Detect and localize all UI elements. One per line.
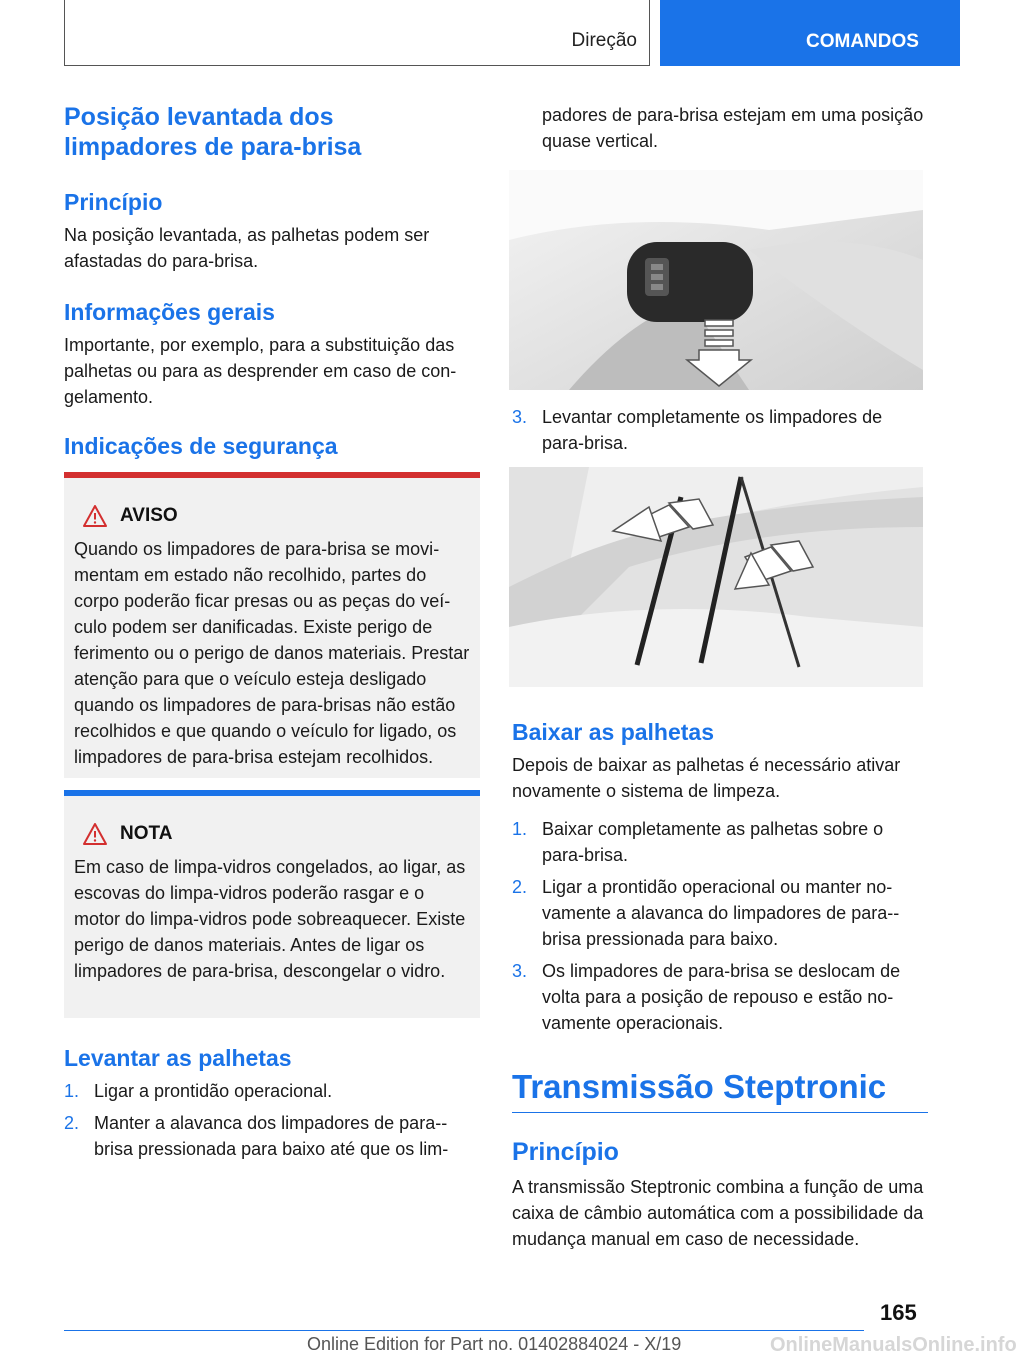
list-item: 3. Levantar completamente os limpadores de para-brisa.: [512, 407, 883, 453]
lever-illustration: [509, 170, 923, 390]
warning-box: [64, 472, 480, 778]
safety-section: [64, 432, 480, 460]
principle-section: [64, 188, 480, 274]
lower-text: Depois de baixar as palhetas é necessário ativar novamente o sistema de limpeza.: [512, 755, 901, 801]
raise-steps-list: [64, 1078, 480, 1162]
general-heading: Informações gerais: [64, 299, 275, 325]
lower-heading: Baixar as palhetas: [512, 719, 715, 745]
list-item: 2. Manter a alavanca dos limpadores de para--brisa pressionada para baixo até que os lim-: [64, 1113, 449, 1159]
lower-section: [512, 718, 928, 1042]
note-box: [64, 790, 480, 1018]
lower-steps-list: [512, 816, 928, 1036]
note-label: NOTA: [120, 823, 173, 844]
step3-list: [512, 404, 928, 456]
transmission-principle-section: [512, 1138, 928, 1252]
general-text: Importante, por exemplo, para a substituição das palhetas ou para as desprender em caso de congelamento.: [64, 335, 457, 407]
transmission-title: Transmissão Steptronic: [512, 1068, 928, 1113]
left-title-block: [64, 102, 480, 162]
warning-header: [82, 502, 470, 530]
watermark-text: OnlineManualsOnline.info: [770, 1334, 1017, 1356]
continued-step-text: padores de para-brisa estejam em uma posição quase vertical.: [542, 105, 924, 151]
page-number: 165: [880, 1300, 917, 1325]
note-text: Em caso de limpa-vidros congelados, ao ligar, as escovas do limpa-vidros poderão rasgar e o motor do limpa-vidros pode sobreaquecer. Existe perigo de danos materiais. Antes de ligar os limpadores de para-brisa, descongelar o vidro.: [74, 857, 466, 981]
list-item: 2. Ligar a prontidão operacional ou manter novamente a alavanca do limpadores de para--brisa pressionada para baixo.: [512, 877, 900, 949]
caution-triangle-icon: [82, 822, 108, 846]
list-item: 1. Baixar completamente as palhetas sobre o para-brisa.: [512, 819, 884, 865]
transmission-text: A transmissão Steptronic combina a função de uma caixa de câmbio automática com a possibilidade da mudança manual em caso de necessidade.: [512, 1177, 924, 1249]
note-header: [82, 820, 470, 848]
principle-text: Na posição levantada, as palhetas podem ser afastadas do para-brisa.: [64, 225, 430, 271]
warning-label: AVISO: [120, 505, 178, 526]
list-item: 3. Os limpadores de para-brisa se deslocam de volta para a posição de repouso e estão novamente operacionais.: [512, 961, 901, 1033]
wipers-illustration: [509, 467, 923, 687]
footer-divider: [64, 1330, 864, 1331]
warning-triangle-icon: [82, 504, 108, 528]
raised-wipers-image: [509, 467, 923, 687]
header-section-box: [64, 0, 650, 66]
wiper-lever-image: [509, 170, 923, 390]
general-section: [64, 298, 480, 410]
page-title-line2: limpadores de para-brisa: [64, 133, 362, 161]
chapter-tab: [660, 0, 960, 66]
page-title: [64, 102, 480, 162]
transmission-principle-heading: Princípio: [512, 1138, 619, 1166]
raise-heading: Levantar as palhetas: [64, 1045, 292, 1071]
warning-text: Quando os limpadores de para-brisa se movimentam em estado não recolhido, partes do corpo poderão ficar presas ou as peças do veículo podem ser danificadas. Existe perigo de ferimento ou o perigo de danos materiais. Prestar atenção para que o veículo esteja desligado quando os limpadores de para-brisas não estão recolhidos e que quando o veículo for ligado, os limpadores de para-brisa estejam recolhidos.: [74, 539, 470, 767]
list-item: 1. Ligar a prontidão operacional.: [64, 1081, 333, 1101]
raise-section: [64, 1044, 480, 1168]
section-name: Direção: [571, 30, 637, 51]
footer-edition: Online Edition for Part no. 01402884024 - X/19: [307, 1334, 682, 1354]
page-title-line1: Posição levantada dos: [64, 103, 334, 131]
step-3-raise: [512, 404, 928, 462]
chapter-name: COMANDOS: [806, 31, 919, 52]
principle-heading: Princípio: [64, 189, 163, 215]
safety-heading: Indicações de segurança: [64, 433, 338, 459]
